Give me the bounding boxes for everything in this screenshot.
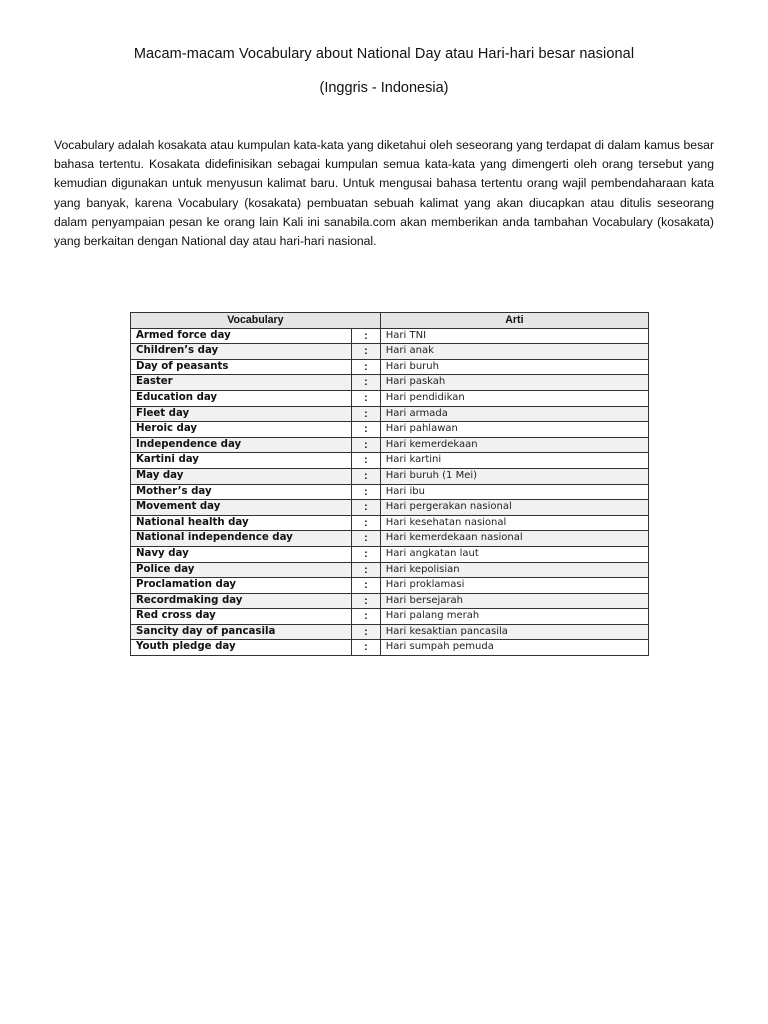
vocabulary-term: Day of peasants: [131, 359, 352, 375]
table-row: [131, 484, 649, 500]
vocabulary-term: Kartini day: [131, 453, 352, 469]
term-meaning: Hari proklamasi: [380, 578, 648, 594]
table-row: [131, 531, 649, 547]
table-row: [131, 562, 649, 578]
term-meaning: Hari anak: [380, 344, 648, 360]
separator-colon: :: [352, 546, 381, 562]
table-row: [131, 468, 649, 484]
term-meaning: Hari pendidikan: [380, 390, 648, 406]
vocabulary-term: May day: [131, 468, 352, 484]
vocabulary-term: Independence day: [131, 437, 352, 453]
separator-colon: :: [352, 422, 381, 438]
term-meaning: Hari kemerdekaan nasional: [380, 531, 648, 547]
separator-colon: :: [352, 328, 381, 344]
table-row: [131, 406, 649, 422]
separator-colon: :: [352, 500, 381, 516]
vocabulary-term: Easter: [131, 375, 352, 391]
separator-colon: :: [352, 468, 381, 484]
vocabulary-term: Heroic day: [131, 422, 352, 438]
term-meaning: Hari ibu: [380, 484, 648, 500]
separator-colon: :: [352, 624, 381, 640]
separator-colon: :: [352, 406, 381, 422]
vocabulary-term: Proclamation day: [131, 578, 352, 594]
term-meaning: Hari bersejarah: [380, 593, 648, 609]
term-meaning: Hari TNI: [380, 328, 648, 344]
vocabulary-term: Navy day: [131, 546, 352, 562]
vocabulary-term: Children’s day: [131, 344, 352, 360]
term-meaning: Hari buruh: [380, 359, 648, 375]
vocabulary-term: Police day: [131, 562, 352, 578]
table-row: [131, 375, 649, 391]
header-arti: Arti: [380, 313, 648, 329]
table-row: [131, 437, 649, 453]
separator-colon: :: [352, 375, 381, 391]
term-meaning: Hari buruh (1 Mei): [380, 468, 648, 484]
term-meaning: Hari kemerdekaan: [380, 437, 648, 453]
separator-colon: :: [352, 344, 381, 360]
table-row: [131, 359, 649, 375]
table-row: [131, 593, 649, 609]
separator-colon: :: [352, 390, 381, 406]
term-meaning: Hari pahlawan: [380, 422, 648, 438]
separator-colon: :: [352, 609, 381, 625]
vocabulary-term: Fleet day: [131, 406, 352, 422]
separator-colon: :: [352, 578, 381, 594]
separator-colon: :: [352, 515, 381, 531]
vocabulary-term: Sancity day of pancasila: [131, 624, 352, 640]
term-meaning: Hari kepolisian: [380, 562, 648, 578]
term-meaning: Hari palang merah: [380, 609, 648, 625]
vocabulary-term: Red cross day: [131, 609, 352, 625]
table-header-row: [131, 313, 649, 329]
term-meaning: Hari armada: [380, 406, 648, 422]
table-row: [131, 390, 649, 406]
table-row: [131, 328, 649, 344]
table-row: [131, 546, 649, 562]
vocabulary-term: Education day: [131, 390, 352, 406]
term-meaning: Hari kartini: [380, 453, 648, 469]
term-meaning: Hari pergerakan nasional: [380, 500, 648, 516]
term-meaning: Hari sumpah pemuda: [380, 640, 648, 656]
header-vocabulary: Vocabulary: [131, 313, 381, 329]
table-row: [131, 422, 649, 438]
table-row: [131, 640, 649, 656]
term-meaning: Hari kesaktian pancasila: [380, 624, 648, 640]
term-meaning: Hari angkatan laut: [380, 546, 648, 562]
separator-colon: :: [352, 531, 381, 547]
document-title: Macam-macam Vocabulary about National Day atau Hari-hari besar nasional: [133, 46, 635, 62]
separator-colon: :: [352, 484, 381, 500]
separator-colon: :: [352, 453, 381, 469]
vocabulary-term: Mother’s day: [131, 484, 352, 500]
separator-colon: :: [352, 640, 381, 656]
separator-colon: :: [352, 562, 381, 578]
vocabulary-term: Youth pledge day: [131, 640, 352, 656]
vocabulary-term: Recordmaking day: [131, 593, 352, 609]
vocabulary-term: National health day: [131, 515, 352, 531]
table-row: [131, 515, 649, 531]
separator-colon: :: [352, 437, 381, 453]
table-row: [131, 453, 649, 469]
table-row: [131, 344, 649, 360]
table-row: [131, 624, 649, 640]
vocabulary-term: Armed force day: [131, 328, 352, 344]
intro-paragraph: Vocabulary adalah kosakata atau kumpulan kata-kata yang diketahui oleh seseorang yang terdapat di dalam kamus besar bahasa tertentu. Kosakata didefinisikan sebagai kumpulan semua kata-kata yang dimengerti oleh orang tersebut yang kemudian digunakan untuk menyusun kalimat baru. Untuk mengusai bahasa tertentu orang wajil pembendaharaan kata yang banyak, karena Vocabulary (kosakata) pembuatan sebuah kalimat yang akan diucapkan atau ditulis seseorang dalam penyampaian pesan ke orang lain Kali ini sanabila.com akan memberikan anda tambahan Vocabulary (kosakata) yang berkaitan dengan National day atau hari-hari nasional.: [54, 138, 714, 249]
vocabulary-term: National independence day: [131, 531, 352, 547]
separator-colon: :: [352, 359, 381, 375]
vocabulary-table: [130, 312, 649, 656]
term-meaning: Hari paskah: [380, 375, 648, 391]
table-row: [131, 578, 649, 594]
vocabulary-term: Movement day: [131, 500, 352, 516]
table-row: [131, 500, 649, 516]
table-row: [131, 609, 649, 625]
separator-colon: :: [352, 593, 381, 609]
term-meaning: Hari kesehatan nasional: [380, 515, 648, 531]
document-subtitle: (Inggris - Indonesia): [319, 80, 449, 96]
